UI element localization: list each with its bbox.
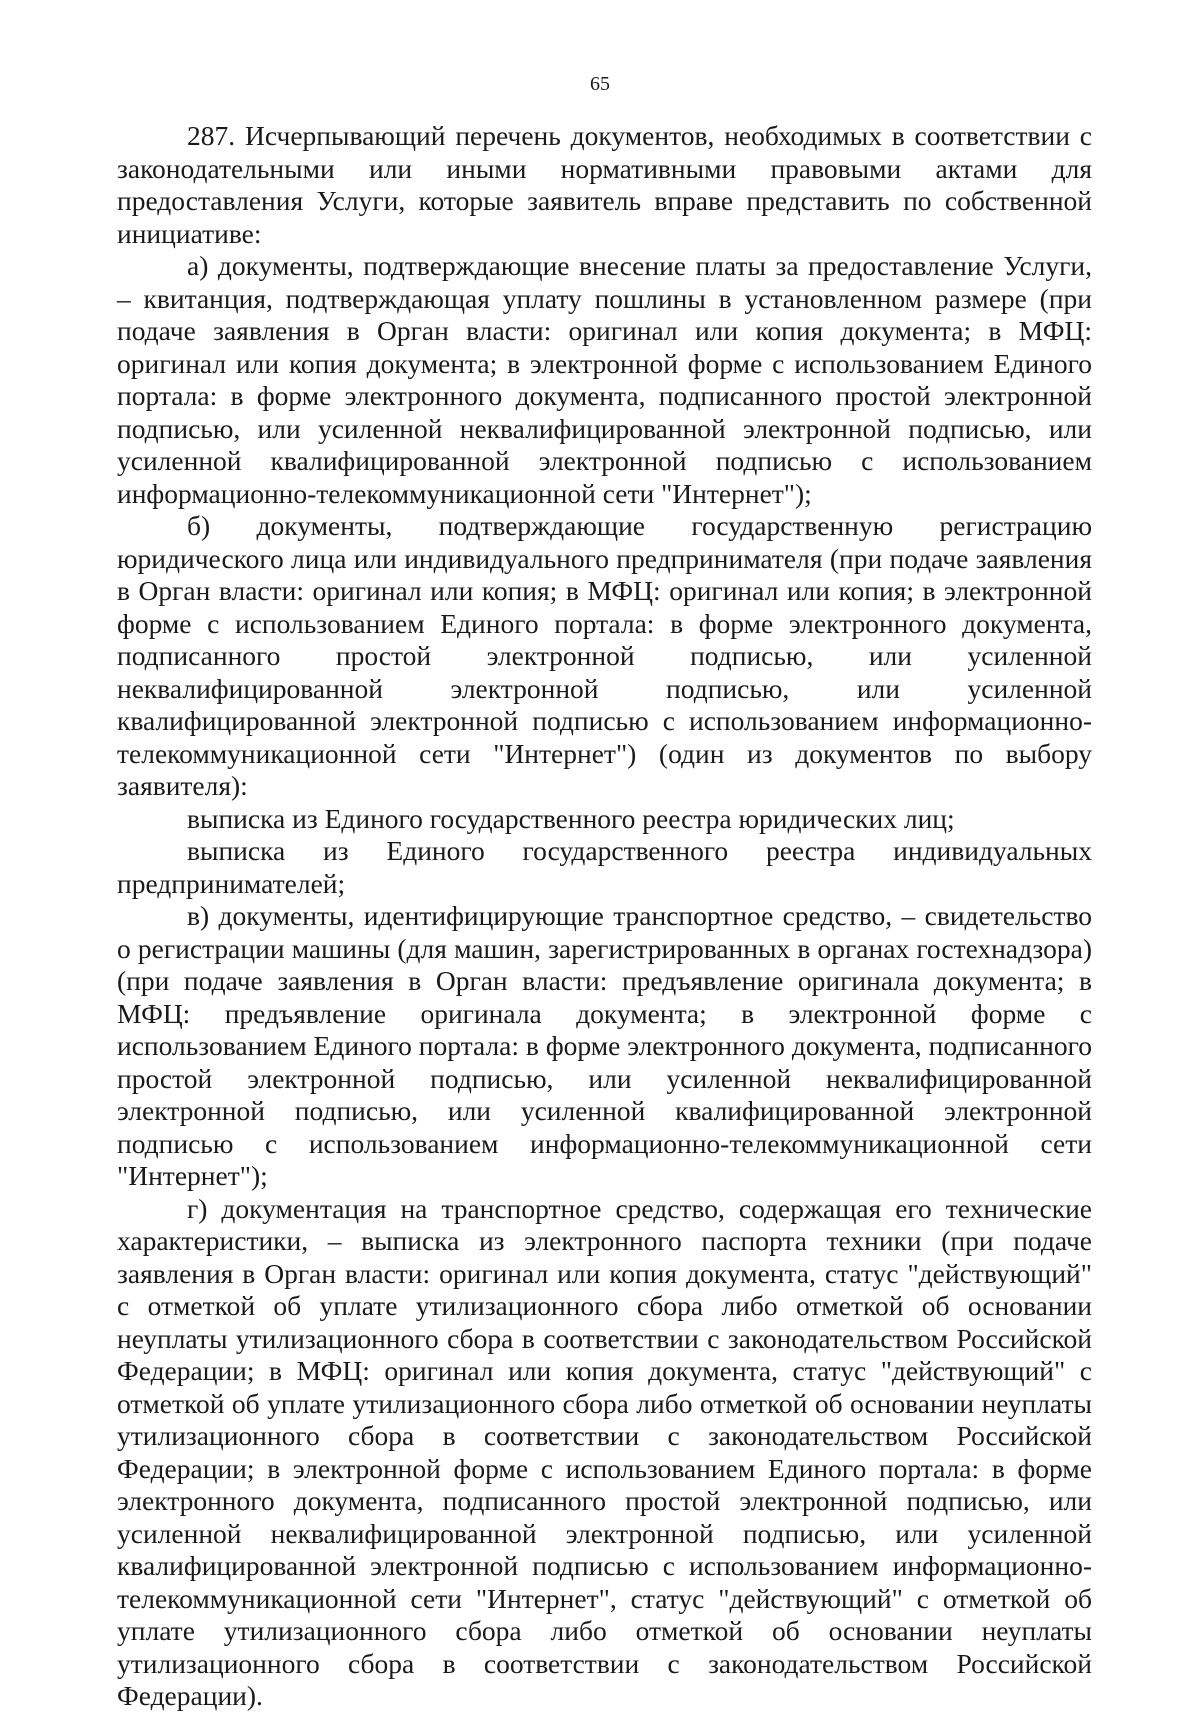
paragraph-egrul-extract: выписка из Единого государственного реестра юридических лиц; bbox=[187, 802, 955, 834]
paragraph-egrip-extract: выписка из Единого государственного реестра индивидуальных предпринимателей; bbox=[117, 835, 1092, 899]
paragraph-item-a: а) документы, подтверждающие внесение платы за предоставление Услуги, – квитанция, подтверждающая уплату пошлины в установленном размере (при подаче заявления в Орган власти: оригинал или копия документа; в МФЦ: оригинал или копия документа; в электронной форме с использованием Единого портала: в форме электронного документа, подписанного простой электронной подписью, или усиленной неквалифицированной электронной подписью, или усиленной квалифицированной электронной подписью с использованием информационно-телекоммуникационной сети "Интернет"); bbox=[117, 250, 1092, 509]
paragraph-287-intro: 287. Исчерпывающий перечень документов, необходимых в соответствии с законодательными или иными нормативными правовыми актами для предоставления Услуги, которые заявитель вправе представить по собственной инициативе: bbox=[117, 120, 1092, 249]
page-number: 65 bbox=[590, 73, 610, 95]
paragraph-item-v: в) документы, идентифицирующие транспортное средство, – свидетельство о регистрации машины (для машин, зарегистрированных в органах гостехнадзора) (при подаче заявления в Орган власти: предъявление оригинала документа; в МФЦ: предъявление оригинала документа; в электронной форме с использованием Единого портала: в форме электронного документа, подписанного простой электронной подписью, или усиленной неквалифицированной электронной подписью, или усиленной квалифицированной электронной подписью с использованием информационно-телекоммуникационной сети "Интернет"); bbox=[117, 900, 1092, 1191]
paragraph-item-g: г) документация на транспортное средство, содержащая его технические характеристики, – выписка из электронного паспорта техники (при подаче заявления в Орган власти: оригинал или копия документа, статус "действующий" с отметкой об уплате утилизационного сбора либо отметкой об основании неуплаты утилизационного сбора в соответствии с законодательством Российской Федерации; в МФЦ: оригинал или копия документа, статус "действующий" с отметкой об уплате утилизационного сбора либо отметкой об основании неуплаты утилизационного сбора в соответствии с законодательством Российской Федерации; в электронной форме с использованием Единого портала: в форме электронного документа, подписанного простой электронной подписью, или усиленной неквалифицированной электронной подписью, или усиленной квалифицированной электронной подписью с использованием информационно-телекоммуникационной сети "Интернет", статус "действующий" с отметкой об уплате утилизационного сбора либо отметкой об основании неуплаты утилизационного сбора в соответствии с законодательством Российской Федерации). bbox=[117, 1192, 1092, 1711]
paragraph-item-b: б) документы, подтверждающие государственную регистрацию юридического лица или индивидуального предпринимателя (при подаче заявления в Орган власти: оригинал или копия; в МФЦ: оригинал или копия; в электронной форме с использованием Единого портала: в форме электронного документа, подписанного простой электронной подписью, или усиленной неквалифицированной электронной подписью, или усиленной квалифицированной электронной подписью с использованием информационно-телекоммуникационной сети "Интернет") (один из документов по выбору заявителя): bbox=[117, 510, 1092, 801]
document-body bbox=[117, 120, 1092, 1713]
